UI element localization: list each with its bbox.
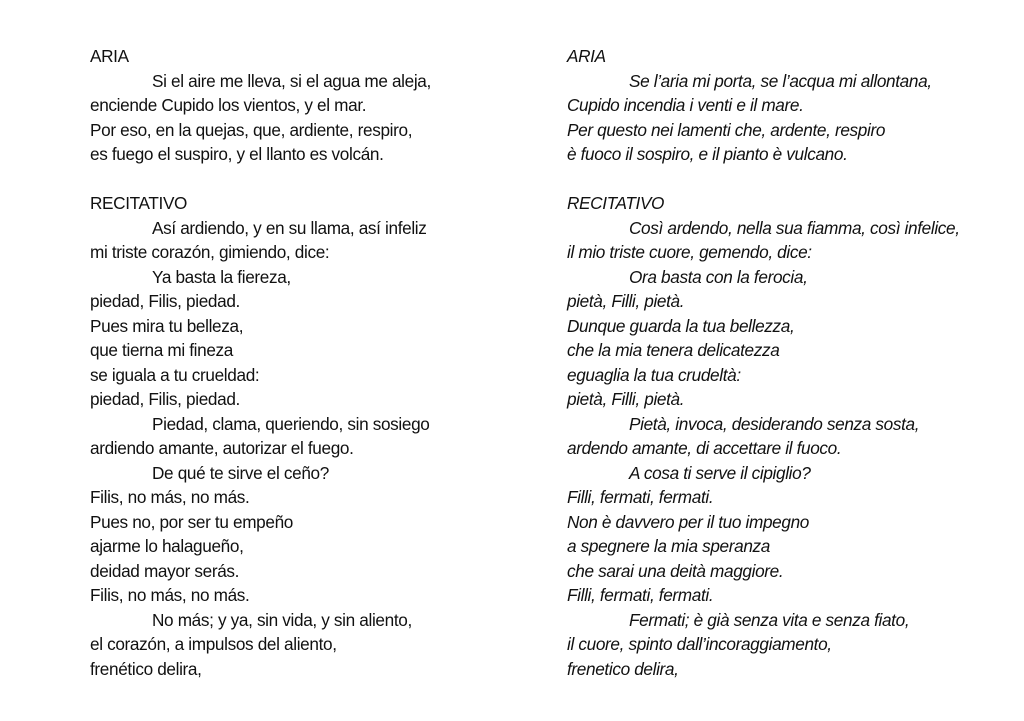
verse-line: il cuore, spinto dall’incoraggiamento, <box>567 634 832 654</box>
verse-line: el corazón, a impulsos del aliento, <box>90 634 337 654</box>
verse-line: che la mia tenera delicatezza <box>567 340 780 360</box>
verse-line: deidad mayor serás. <box>90 560 240 581</box>
verse-line: ajarme lo halagueño, <box>90 536 244 556</box>
verse-line: Per questo nei lamenti che, ardente, respiro <box>567 119 886 140</box>
verse-line: No más; y ya, sin vida, y sin aliento, <box>152 609 412 630</box>
verse-line: frenetico delira, <box>567 658 679 679</box>
verse-line: a spegnere la mia speranza <box>567 536 771 556</box>
verse-line: Piedad, clama, queriendo, sin sosiego <box>152 413 430 434</box>
verse-line: pietà, Filli, pietà. <box>567 291 685 311</box>
verse-line: Filis, no más, no más. <box>90 487 250 507</box>
recitativo-heading: RECITATIVO <box>90 193 188 213</box>
verse-line: enciende Cupido los vientos, y el mar. <box>90 95 367 115</box>
verse-line: Dunque guarda la tua bellezza, <box>567 315 795 336</box>
verse-line: eguaglia la tua crudeltà: <box>567 364 741 385</box>
verse-line: Così ardendo, nella sua fiamma, così infelice, <box>629 217 960 238</box>
aria-heading: ARIA <box>567 46 606 66</box>
verse-line: A cosa ti serve il cipiglio? <box>629 462 811 483</box>
verse-line: Filli, fermati, fermati. <box>567 487 714 507</box>
verse-line: es fuego el suspiro, y el llanto es volcán. <box>90 144 384 164</box>
verse-line: Se l’aria mi porta, se l’acqua mi allontana, <box>629 70 932 91</box>
verse-line: Así ardiendo, y en su llama, así infeliz <box>152 217 427 238</box>
verse-line: Por eso, en la quejas, que, ardiente, respiro, <box>90 119 413 140</box>
verse-line: Filli, fermati, fermati. <box>567 585 714 605</box>
verse-line: Si el aire me lleva, si el agua me aleja, <box>152 70 431 91</box>
verse-line: è fuoco il sospiro, e il pianto è vulcano. <box>567 144 848 164</box>
verse-line: se iguala a tu crueldad: <box>90 364 260 385</box>
italian-text-column <box>567 44 960 681</box>
verse-line: che sarai una deità maggiore. <box>567 560 784 581</box>
verse-line: Fermati; è già senza vita e senza fiato, <box>629 609 910 630</box>
verse-line: Filis, no más, no más. <box>90 585 250 605</box>
verse-line: pietà, Filli, pietà. <box>567 389 685 409</box>
verse-line: piedad, Filis, piedad. <box>90 291 240 311</box>
verse-line: Pues no, por ser tu empeño <box>90 511 294 532</box>
verse-line: Pietà, invoca, desiderando senza sosta, <box>629 413 920 434</box>
verse-line: il mio triste cuore, gemendo, dice: <box>567 242 812 262</box>
verse-line: Cupido incendia i venti e il mare. <box>567 95 804 115</box>
verse-line: que tierna mi fineza <box>90 340 233 360</box>
aria-heading: ARIA <box>90 46 129 66</box>
recitativo-heading: RECITATIVO <box>567 193 665 213</box>
verse-line: Non è davvero per il tuo impegno <box>567 511 809 532</box>
verse-line: ardiendo amante, autorizar el fuego. <box>90 438 354 458</box>
verse-line: ardendo amante, di accettare il fuoco. <box>567 438 842 458</box>
verse-line: Pues mira tu belleza, <box>90 315 244 336</box>
stanza-gap <box>567 167 960 192</box>
verse-line: piedad, Filis, piedad. <box>90 389 240 409</box>
verse-line: Ya basta la fiereza, <box>152 266 291 287</box>
verse-line: De qué te sirve el ceño? <box>152 462 329 483</box>
verse-line: Ora basta con la ferocia, <box>629 266 808 287</box>
spanish-text-column <box>90 44 431 681</box>
stanza-gap <box>90 167 431 192</box>
verse-line: mi triste corazón, gimiendo, dice: <box>90 242 330 262</box>
verse-line: frenético delira, <box>90 658 202 679</box>
